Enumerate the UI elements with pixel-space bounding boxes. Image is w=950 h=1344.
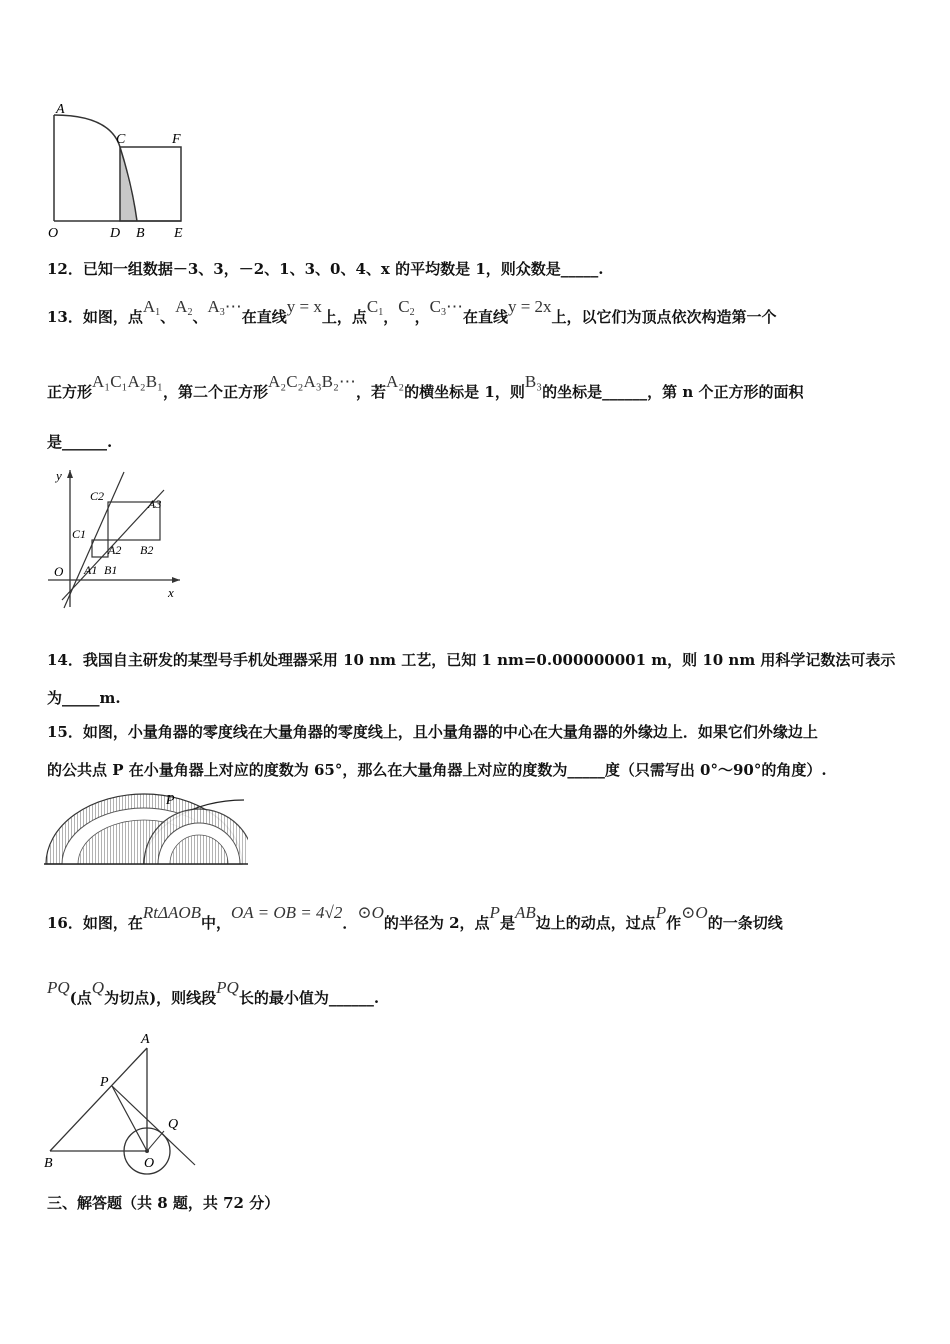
label-D: D [110, 226, 121, 241]
point-A2-ref: A₂ [385, 372, 405, 391]
point-A2: A2 [175, 297, 193, 318]
label-C2: C2 [90, 489, 105, 503]
label-B2: B2 [140, 543, 154, 557]
question-12: 12．已知一组数据－3、3，－2、1、3、0、4、x 的平均数是 1，则众数是_____. [47, 260, 604, 278]
label-Q: Q [168, 1117, 179, 1132]
question-13-line-3: 是______. [47, 433, 113, 451]
label-E: E [174, 226, 183, 241]
label-C1: C1 [72, 527, 87, 541]
label-A: A [56, 102, 65, 117]
label-O: O [48, 226, 59, 241]
point-A1: A1 [142, 297, 161, 318]
segment-AB: AB [514, 903, 536, 922]
point-P-2: P [655, 903, 667, 922]
label-C: C [116, 132, 126, 147]
label-F: F [172, 132, 181, 147]
question-16-line-1: 16．如图，在RtΔAOB中，OA = OB = 4√2．⊙O的半径为 2，点P是AB边上的动点，过点P作⊙O的一条切线 [47, 903, 783, 932]
label-P: P [166, 793, 175, 808]
axis-y-label: y [56, 468, 62, 483]
question-14-line-1: 14．我国自主研发的某型号手机处理器采用 10 nm 工艺，已知 1 nm=0.000000001 m，则 10 nm 用科学记数法可表示 [47, 651, 896, 669]
shaded-region [120, 147, 137, 221]
point-B3: B₃ [524, 372, 543, 391]
segment-PQ: PQ [47, 978, 70, 997]
segment-PQ-2: PQ [216, 978, 239, 997]
label-B1: B1 [104, 563, 118, 577]
origin-label: O [54, 564, 64, 579]
label-A3: A3 [148, 497, 162, 511]
label-A: A [141, 1032, 150, 1047]
section-3-title: 三、解答题（共 8 题，共 72 分） [47, 1194, 280, 1212]
point-C1: C1 [366, 297, 384, 318]
point-A3: A3⋯ [207, 297, 242, 318]
point-C2: C2 [398, 297, 415, 318]
point-C3: C3⋯ [429, 297, 463, 318]
label-A1: A1 [84, 563, 98, 577]
axis-x-label: x [168, 585, 174, 600]
triangle-Rt-AOB: RtΔAOB [142, 903, 202, 922]
figure-quarter-circle [40, 95, 200, 245]
label-B: B [136, 226, 145, 241]
label-B: B [44, 1156, 53, 1171]
question-15-line-2: 的公共点 P 在小量角器上对应的度数为 65°，那么在大量角器上对应的度数为_____度（只需写出 0°～90°的角度）. [47, 761, 827, 779]
question-13-line-1: 13．如图，点A1、A2、A3⋯在直线y = x上，点C1，C2，C3⋯在直线y = 2x上，以它们为顶点依次构造第一个 [47, 297, 777, 326]
square-1: A₁C₁A₂B₁ [92, 372, 163, 391]
label-P: P [100, 1075, 109, 1090]
square-2: A₂C₂A₃B₂⋯ [267, 372, 356, 391]
figure-triangle-circle [40, 1030, 210, 1175]
label-O: O [144, 1156, 155, 1171]
figure-protractors [44, 790, 248, 868]
question-14-line-2: 为_____m. [47, 689, 121, 707]
question-13-line-2: 正方形A₁C₁A₂B₁，第二个正方形A₂C₂A₃B₂⋯，若A₂的横坐标是 1，则B₃的坐标是______，第 n 个正方形的面积 [47, 372, 804, 401]
circle-O: ⊙O [357, 903, 384, 922]
question-16-line-2: PQ(点Q为切点)，则线段PQ长的最小值为______. [47, 978, 380, 1007]
point-P: P [489, 903, 500, 922]
label-A2: A2 [108, 543, 122, 557]
circle-O-2: ⊙O [681, 903, 708, 922]
point-Q: Q [91, 978, 105, 997]
equation-y-2x: y = 2x [507, 297, 552, 316]
figure-squares [40, 462, 190, 612]
equation-OA-OB: OA = OB = 4√2 [231, 903, 343, 922]
question-15-line-1: 15．如图，小量角器的零度线在大量角器的零度线上，且小量角器的中心在大量角器的外缘边上．如果它们外缘边上 [47, 723, 818, 741]
equation-y-x: y = x [286, 297, 322, 316]
